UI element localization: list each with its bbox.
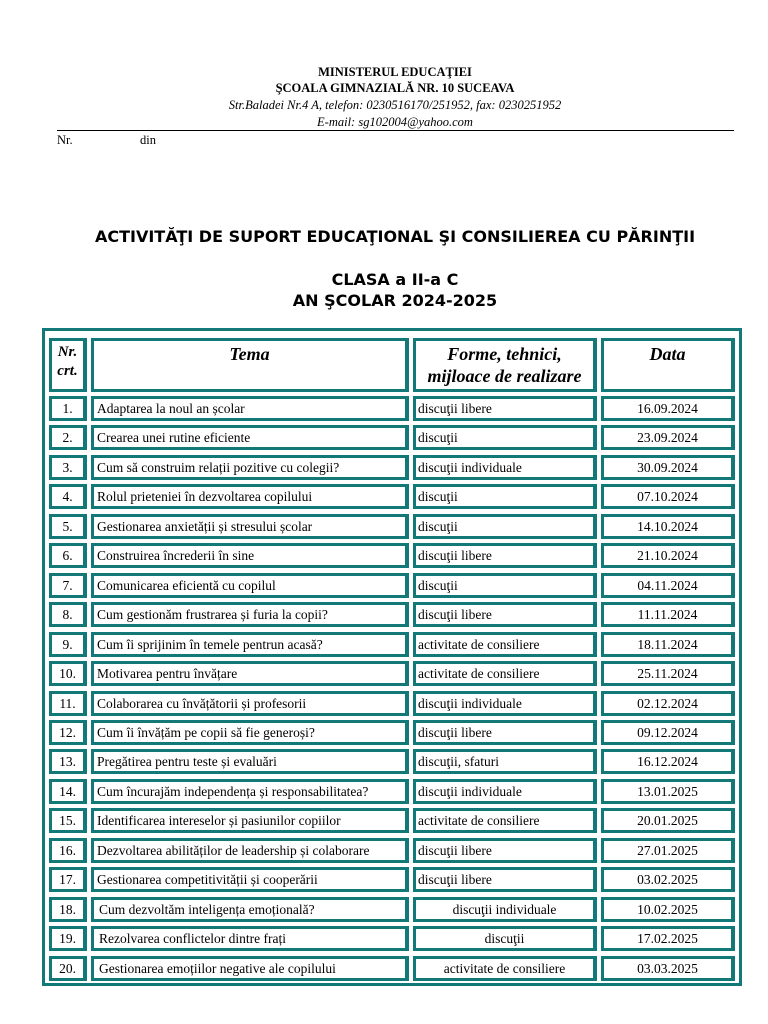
school-name: ŞCOALA GIMNAZIALĂ NR. 10 SUCEAVA bbox=[275, 81, 515, 95]
cell-forma: discuţii individuale bbox=[413, 691, 597, 716]
header-divider bbox=[57, 130, 734, 131]
cell-tema: Construirea încrederii în sine bbox=[91, 543, 409, 568]
cell-nr: 1. bbox=[49, 396, 87, 421]
cell-data: 20.01.2025 bbox=[601, 808, 735, 833]
cell-data: 18.11.2024 bbox=[601, 632, 735, 657]
cell-nr: 8. bbox=[49, 602, 87, 627]
ministry-name: MINISTERUL EDUCAŢIEI bbox=[318, 65, 472, 79]
cell-tema: Cum încurajăm independența și responsabilitatea? bbox=[91, 779, 409, 804]
cell-nr: 15. bbox=[49, 808, 87, 833]
cell-tema: Gestionarea emoțiilor negative ale copilului bbox=[91, 956, 409, 981]
cell-tema: Colaborarea cu învățătorii și profesorii bbox=[91, 691, 409, 716]
cell-data: 03.03.2025 bbox=[601, 956, 735, 981]
cell-data: 04.11.2024 bbox=[601, 573, 735, 598]
cell-nr: 18. bbox=[49, 897, 87, 922]
cell-forma: discuţii bbox=[413, 514, 597, 539]
cell-forma: activitate de consiliere bbox=[413, 632, 597, 657]
cell-nr: 9. bbox=[49, 632, 87, 657]
cell-data: 16.09.2024 bbox=[601, 396, 735, 421]
cell-tema: Gestionarea anxietății și stresului școlar bbox=[91, 514, 409, 539]
cell-data: 27.01.2025 bbox=[601, 838, 735, 863]
cell-tema: Crearea unei rutine eficiente bbox=[91, 425, 409, 450]
cell-data: 03.02.2025 bbox=[601, 867, 735, 892]
cell-forma: discuţii libere bbox=[413, 602, 597, 627]
cell-data: 23.09.2024 bbox=[601, 425, 735, 450]
cell-data: 02.12.2024 bbox=[601, 691, 735, 716]
cell-data: 17.02.2025 bbox=[601, 926, 735, 951]
cell-tema: Adaptarea la noul an școlar bbox=[91, 396, 409, 421]
cell-data: 14.10.2024 bbox=[601, 514, 735, 539]
class-label: CLASA a II-a C bbox=[331, 270, 459, 289]
cell-tema: Motivarea pentru învățare bbox=[91, 661, 409, 686]
cell-forma: discuţii bbox=[413, 573, 597, 598]
school-address: Str.Baladei Nr.4 A, telefon: 0230516170/251952, fax: 0230251952 bbox=[228, 98, 562, 112]
cell-forma: discuţii bbox=[413, 425, 597, 450]
header-nr-crt: Nr. crt. bbox=[49, 338, 87, 392]
cell-tema: Pregătirea pentru teste și evaluări bbox=[91, 749, 409, 774]
cell-data: 30.09.2024 bbox=[601, 455, 735, 480]
cell-tema: Rezolvarea conflictelor dintre frați bbox=[91, 926, 409, 951]
cell-forma: discuţii individuale bbox=[413, 897, 597, 922]
cell-tema: Rolul prieteniei în dezvoltarea copilului bbox=[91, 484, 409, 509]
cell-data: 11.11.2024 bbox=[601, 602, 735, 627]
cell-nr: 19. bbox=[49, 926, 87, 951]
cell-nr: 5. bbox=[49, 514, 87, 539]
cell-data: 21.10.2024 bbox=[601, 543, 735, 568]
school-email: E-mail: sg102004@yahoo.com bbox=[317, 115, 473, 129]
document-title: ACTIVITĂŢI DE SUPORT EDUCAŢIONAL ŞI CONSILIEREA CU PĂRINŢII bbox=[94, 227, 696, 246]
registration-date-label: din bbox=[140, 133, 156, 147]
cell-tema: Cum îi învățăm pe copii să fie generoși? bbox=[91, 720, 409, 745]
cell-forma: discuţii bbox=[413, 926, 597, 951]
cell-nr: 16. bbox=[49, 838, 87, 863]
cell-tema: Dezvoltarea abilităților de leadership și colaborare bbox=[91, 838, 409, 863]
cell-tema: Cum să construim relații pozitive cu colegii? bbox=[91, 455, 409, 480]
header-tema: Tema bbox=[91, 338, 409, 392]
cell-forma: discuţii libere bbox=[413, 543, 597, 568]
cell-forma: activitate de consiliere bbox=[413, 661, 597, 686]
cell-forma: activitate de consiliere bbox=[413, 808, 597, 833]
cell-tema: Gestionarea competitivității și cooperării bbox=[91, 867, 409, 892]
header-data: Data bbox=[601, 338, 735, 392]
registration-number-label: Nr. bbox=[57, 133, 73, 147]
cell-forma: activitate de consiliere bbox=[413, 956, 597, 981]
cell-nr: 4. bbox=[49, 484, 87, 509]
cell-tema: Comunicarea eficientă cu copilul bbox=[91, 573, 409, 598]
cell-nr: 14. bbox=[49, 779, 87, 804]
cell-nr: 2. bbox=[49, 425, 87, 450]
cell-forma: discuţii, sfaturi bbox=[413, 749, 597, 774]
cell-forma: discuţii individuale bbox=[413, 779, 597, 804]
cell-nr: 11. bbox=[49, 691, 87, 716]
cell-data: 07.10.2024 bbox=[601, 484, 735, 509]
header-forme: Forme, tehnici, mijloace de realizare bbox=[413, 338, 597, 392]
cell-tema: Cum gestionăm frustrarea și furia la copii? bbox=[91, 602, 409, 627]
school-year: AN ŞCOLAR 2024-2025 bbox=[292, 291, 498, 310]
cell-forma: discuţii libere bbox=[413, 867, 597, 892]
cell-forma: discuţii libere bbox=[413, 396, 597, 421]
cell-nr: 12. bbox=[49, 720, 87, 745]
cell-data: 10.02.2025 bbox=[601, 897, 735, 922]
cell-data: 25.11.2024 bbox=[601, 661, 735, 686]
cell-nr: 3. bbox=[49, 455, 87, 480]
cell-nr: 13. bbox=[49, 749, 87, 774]
cell-forma: discuţii libere bbox=[413, 720, 597, 745]
cell-forma: discuţii individuale bbox=[413, 455, 597, 480]
cell-nr: 6. bbox=[49, 543, 87, 568]
cell-data: 16.12.2024 bbox=[601, 749, 735, 774]
cell-nr: 17. bbox=[49, 867, 87, 892]
cell-nr: 20. bbox=[49, 956, 87, 981]
cell-tema: Identificarea intereselor și pasiunilor copiilor bbox=[91, 808, 409, 833]
cell-data: 09.12.2024 bbox=[601, 720, 735, 745]
cell-nr: 7. bbox=[49, 573, 87, 598]
cell-tema: Cum dezvoltăm inteligența emoțională? bbox=[91, 897, 409, 922]
cell-forma: discuţii libere bbox=[413, 838, 597, 863]
cell-tema: Cum îi sprijinim în temele pentrun acasă? bbox=[91, 632, 409, 657]
cell-data: 13.01.2025 bbox=[601, 779, 735, 804]
cell-forma: discuţii bbox=[413, 484, 597, 509]
cell-nr: 10. bbox=[49, 661, 87, 686]
activities-table bbox=[42, 328, 742, 986]
